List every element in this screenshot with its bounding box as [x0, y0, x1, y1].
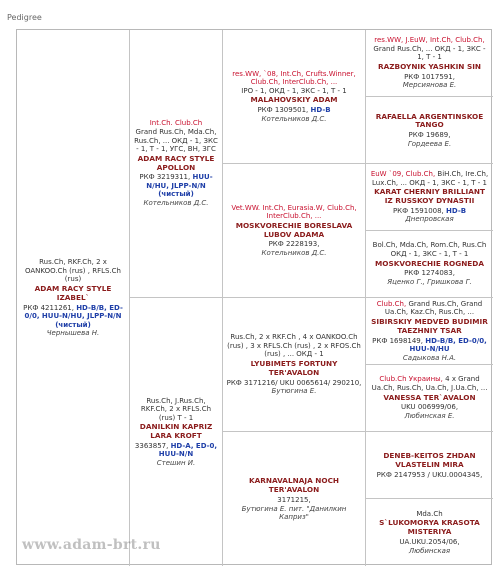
dss-text: Grand Rus.Ch, Grand Ua.Ch, Kaz.Ch, Rus.Ch, ... — [384, 299, 483, 317]
sdd-cell — [366, 231, 493, 298]
sds-cell — [366, 164, 493, 231]
dsd-cell — [366, 365, 493, 432]
sire-health: HUU-N/HU, JLPP-N/N (чистый) — [146, 173, 213, 199]
dss-titles: Club.Ch, — [376, 299, 407, 308]
dsd-reg: UKU 006999/06, — [400, 403, 459, 412]
sire-name[interactable]: ADAM RACY STYLE APOLLON — [137, 153, 215, 172]
sss-titles: res.WW, J.EuW, Int.Ch, Club.Ch, — [374, 36, 485, 45]
dss-name[interactable]: SIBIRSKIY MEDVED BUDIMIR TAEZHNIY TSAR — [371, 316, 488, 335]
sd-name[interactable]: MOSKVORECHIE BORESLAVA LUBOV ADAMA — [235, 220, 353, 239]
sire-sire-cell — [223, 30, 366, 164]
dam-sire-cell — [223, 298, 366, 432]
dam-health: HD-A, ED-0, HUU-N/N — [158, 441, 218, 459]
sds-health: HD-B — [446, 206, 467, 215]
dam-cell — [130, 298, 223, 566]
pedigree-caption: Pedigree — [7, 13, 42, 22]
dd-breeder: Бутюгина Е. пит. "Данилкин Каприз" — [241, 504, 347, 522]
sire-dam-cell — [223, 164, 366, 298]
dog-reg: РКФ 4211261, — [23, 303, 74, 312]
dss-health: HD-B/B, ED-0/0, HUU-N/HU — [409, 336, 487, 354]
dog-titles: Rus.Ch, RKF.Ch, 2 x OANKOO.Ch (rus) , RFLS.Ch (rus) — [24, 258, 121, 284]
dd-reg: 3171215, — [277, 496, 311, 505]
ssd-cell — [366, 97, 493, 164]
dds-reg: РКФ 2147953 / UKU.0004345, — [376, 470, 483, 479]
sd-titles: Vet.WW. Int.Ch, Eurasia.W, Club.Ch, InterClub.Ch, ... — [231, 203, 357, 221]
ddd-breeder: Любинская — [408, 546, 451, 555]
ss-titles: res.WW, `08, Int.Ch, Crufts.Winner, Club.Ch, InterClub.Ch, ... — [232, 69, 356, 87]
sire-titles: Int.Ch. Club.Ch — [149, 119, 203, 128]
dog-health: HD-B/B, ED-0/0, HUU-N/HU, JLPP-N/N (чистый) — [24, 303, 123, 329]
sire-cell — [130, 30, 223, 298]
sire-reg: РКФ 3219311, — [139, 173, 191, 182]
site-watermark: www.adam-brt.ru — [22, 537, 161, 553]
ss-text: IPO - 1, ОКД - 1, ЗКС - 1, Т - 1 — [241, 86, 347, 95]
sss-cell — [366, 30, 493, 97]
dam-text: Rus.Ch, J.Rus.Ch, RKF.Ch, 2 x RFLS.Ch (rus) Т - 1 — [140, 396, 212, 422]
sd-breeder: Котельников Д.С. — [261, 248, 327, 257]
dam-reg: 3363857, — [134, 441, 169, 450]
dam-breeder: Стешин И. — [156, 458, 196, 467]
ss-health: HD-B — [310, 106, 331, 115]
dog-breeder: Чернышева Н. — [46, 329, 100, 338]
dam-name[interactable]: DANILKIN KAPRIZ LARA KROFT — [139, 422, 213, 440]
sds-name[interactable]: KARAT CHERNIY BRILLIANT IZ RUSSKOY DYNASTII — [374, 187, 485, 205]
ss-reg: РКФ 1309501, — [257, 106, 309, 115]
ddd-cell — [366, 499, 493, 566]
ds-reg: РКФ 3171216/ UKU 0065614/ 290210, — [226, 378, 362, 387]
sdd-reg: РКФ 1274083, — [404, 269, 455, 278]
dog-cell — [17, 30, 130, 566]
sds-breeder: Днепровская — [405, 215, 454, 224]
pedigree-table — [16, 29, 492, 565]
sds-text: BiH.Ch, Ire.Ch, Lux.Ch, ... ОКД - 1, ЗКС - 1, Т - 1 — [371, 170, 489, 187]
sds-reg: РКФ 1591008, — [392, 206, 444, 215]
ssd-breeder: Гордеева Е. — [407, 139, 452, 148]
dds-cell — [366, 432, 493, 499]
dsd-text: 4 x Grand Ua.Ch, Rus.Ch, Ua.Ch, J.Ua.Ch, ... — [371, 375, 488, 393]
dss-cell — [366, 298, 493, 365]
ds-name[interactable]: LYUBIMETS FORTUNY TER'AVALON — [250, 358, 338, 377]
dog-name[interactable]: ADAM RACY STYLE IZABEL` — [34, 283, 112, 302]
dsd-name[interactable]: VANESSA TER`AVALON — [383, 392, 476, 402]
dsd-breeder: Любинская Е. — [404, 411, 455, 420]
sd-reg: РКФ 2228193, — [268, 240, 320, 249]
ssd-name[interactable]: RAFAELLA ARGENTINSKOE TANGO — [375, 111, 484, 130]
sdd-breeder: Яценко Г., Гришкова Г. — [387, 277, 472, 286]
dss-breeder: Садыкова Н.А. — [402, 353, 457, 362]
sire-text: Grand Rus.Ch, Mda.Ch, Rus.Ch, ... ОКД - 1, ЗКС - 1, Т - 1, УГС, ВН, ЗГС — [134, 128, 218, 154]
ds-breeder: Бутюгина Е. — [271, 387, 317, 396]
ddd-reg: UA.UKU.2054/06, — [399, 538, 460, 547]
ddd-text: Mda.Ch — [416, 509, 443, 518]
sss-breeder: Мерсиянова Е. — [402, 81, 457, 90]
sds-titles: EuW `09, Club.Ch, — [370, 170, 436, 179]
sss-name[interactable]: RAZBOYNIK YASHKIN SIN — [377, 61, 482, 71]
ss-breeder: Котельников Д.С. — [261, 114, 327, 123]
ds-text: Rus.Ch, 2 x RKF.Ch , 4 x OANKOO.Ch (rus) , 3 x RFLS.Ch (rus) , 2 x RFOS.Ch (rus) , ... ОКД - 1 — [227, 333, 361, 359]
sdd-text: Bol.Ch, Mda.Ch, Rom.Ch, Rus.Ch ОКД - 1, ЗКС - 1, Т - 1 — [372, 241, 487, 259]
sss-reg: РКФ 1017591, — [404, 72, 455, 81]
ssd-reg: РКФ 19689, — [408, 131, 451, 140]
sdd-name[interactable]: MOSKVORECHIE ROGNEDA — [374, 258, 484, 268]
dam-dam-cell — [223, 432, 366, 566]
sss-text: Grand Rus.Ch, ... ОКД - 1, ЗКС - 1, Т - 1 — [373, 44, 486, 62]
ss-name[interactable]: MALAHOVSKIY ADAM — [250, 95, 338, 105]
dds-name[interactable]: DENEB-KEITOS ZHDAN VLASTELIN MIRA — [383, 450, 476, 469]
ddd-name[interactable]: S`LUKOMORYA KRASOTA MISTERIYA — [379, 518, 480, 537]
dsd-titles: Club.Ch Украины, — [379, 375, 443, 384]
dss-reg: РКФ 1698149, — [372, 336, 423, 345]
sire-breeder: Котельников Д.С. — [143, 198, 209, 207]
dd-name[interactable]: KARNAVALNAJA NOCH TER'AVALON — [248, 476, 340, 495]
